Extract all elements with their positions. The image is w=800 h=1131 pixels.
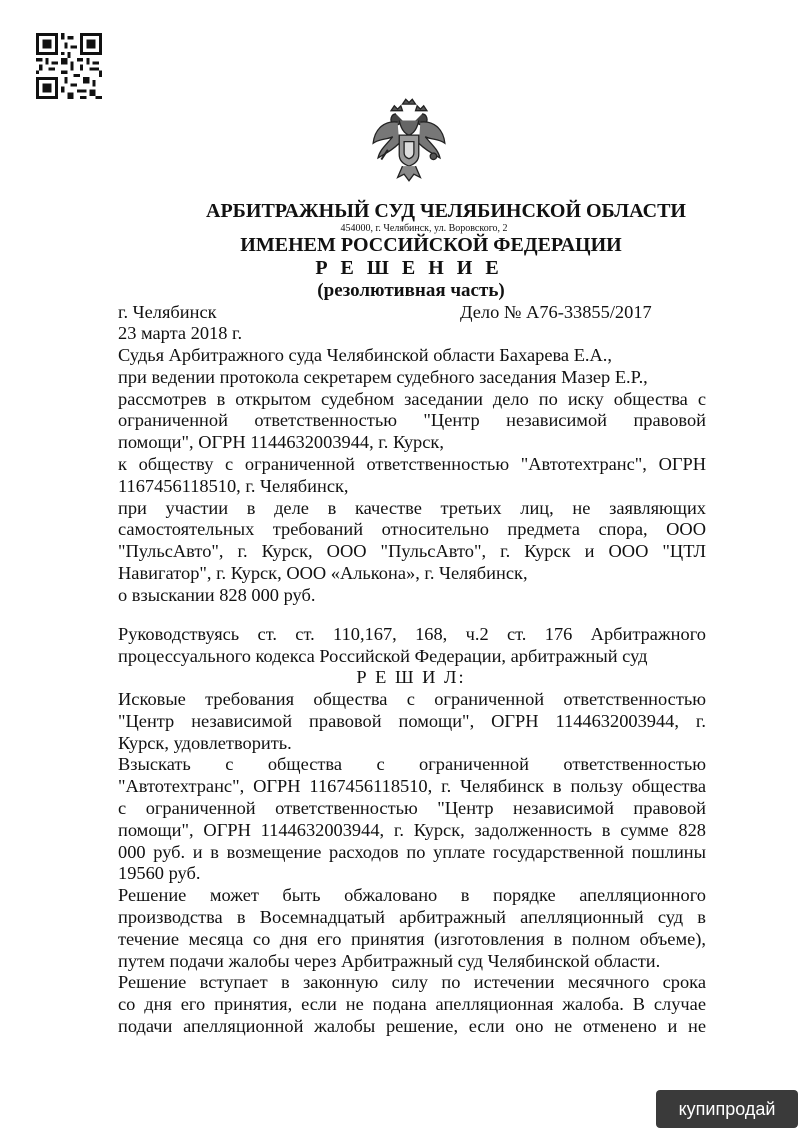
text-line: к обществу с ограниченной ответственностью "Автотехтранс", ОГРН xyxy=(118,453,706,474)
watermark-badge: купипродай xyxy=(656,1090,798,1128)
text-line: Исковые требования общества с ограниченной ответственностью xyxy=(118,689,706,709)
intro-paragraph xyxy=(118,345,706,607)
text-line: Решение вступает в законную силу по истечении месячного срока xyxy=(118,972,706,993)
text-line: с ограниченной ответственностью "Центр независимой правовой xyxy=(118,797,706,818)
court-address: 454000, г. Челябинск, ул. Воровского, 2 xyxy=(340,223,508,234)
coat-of-arms-icon xyxy=(368,96,450,184)
court-name: АРБИТРАЖНЫЙ СУД ЧЕЛЯБИНСКОЙ ОБЛАСТИ xyxy=(206,200,686,222)
text-line: производства в Восемнадцатый арбитражный апелляционный суд в xyxy=(118,906,706,927)
qr-code-icon xyxy=(36,33,102,99)
text-line: течение месяца со дня его принятия (изготовления в полном объеме), xyxy=(118,928,706,949)
text-line: помощи", ОГРН 1144632003944, г. Курск, xyxy=(118,432,444,453)
text-line: 1167456118510, г. Челябинск, xyxy=(118,475,349,496)
text-line: помощи", ОГРН 1144632003944, г. Курск, задолженность в сумме 828 xyxy=(118,819,706,840)
decision-date: 23 марта 2018 г. xyxy=(118,323,243,343)
text-line: Решение может быть обжаловано в порядке апелляционного xyxy=(118,885,706,906)
text-line: при участии в деле в качестве третьих лиц, не заявляющих xyxy=(118,497,706,518)
guided-paragraph xyxy=(118,624,706,668)
text-line: со дня его принятия, если не подана апелляционная жалоба. В случае xyxy=(118,994,706,1015)
text-line: Руководствуясь ст. ст. 110,167, 168, ч.2 ст. 176 Арбитражного xyxy=(118,624,706,644)
text-line: самостоятельных требований относительно предмета спора, ООО xyxy=(118,519,706,540)
text-line: Навигатор", г. Курск, ООО «Алькона», г. Челябинск, xyxy=(118,562,528,583)
text-line: 000 руб. и в возмещение расходов по уплате государственной пошлины xyxy=(118,841,706,862)
resolved-heading: Р Е Ш И Л: xyxy=(356,667,466,687)
text-line: "Автотехтранс", ОГРН 1167456118510, г. Челябинск в пользу общества xyxy=(118,776,706,797)
case-number: Дело № А76-33855/2017 xyxy=(460,302,652,322)
text-line: процессуального кодекса Российской Федерации, арбитражный суд xyxy=(118,645,648,666)
text-line: "Центр независимой правовой помощи", ОГРН 1144632003944, г. xyxy=(118,710,706,731)
ruling-paragraphs xyxy=(118,689,706,1038)
text-line: подачи апелляционной жалобы решение, если оно не отменено и не xyxy=(118,1015,706,1036)
text-line: ограниченной ответственностью "Центр независимой правовой xyxy=(118,410,706,431)
text-line: при ведении протокола секретарем судебного заседания Мазер Е.Р., xyxy=(118,366,648,387)
in-the-name-of: ИМЕНЕМ РОССИЙСКОЙ ФЕДЕРАЦИИ xyxy=(240,234,622,256)
text-line: рассмотрев в открытом судебном заседании дело по иску общества с xyxy=(118,388,706,409)
text-line: Взыскать с общества с ограниченной ответственностью xyxy=(118,754,706,775)
text-line: Судья Арбитражного суда Челябинской области Бахарева Е.А., xyxy=(118,345,613,365)
city: г. Челябинск xyxy=(118,302,217,322)
document-type: Р Е Ш Е Н И Е xyxy=(315,257,503,279)
text-line: путем подачи жалобы через Арбитражный суд Челябинской области. xyxy=(118,950,661,971)
text-line: "ПульсАвто", г. Курск, ООО "ПульсАвто", г. Курск и ООО "ЦТЛ xyxy=(118,541,706,562)
text-line: 19560 руб. xyxy=(118,863,201,884)
document-part: (резолютивная часть) xyxy=(317,280,505,301)
text-line: о взыскании 828 000 руб. xyxy=(118,584,316,605)
text-line: Курск, удовлетворить. xyxy=(118,732,292,753)
